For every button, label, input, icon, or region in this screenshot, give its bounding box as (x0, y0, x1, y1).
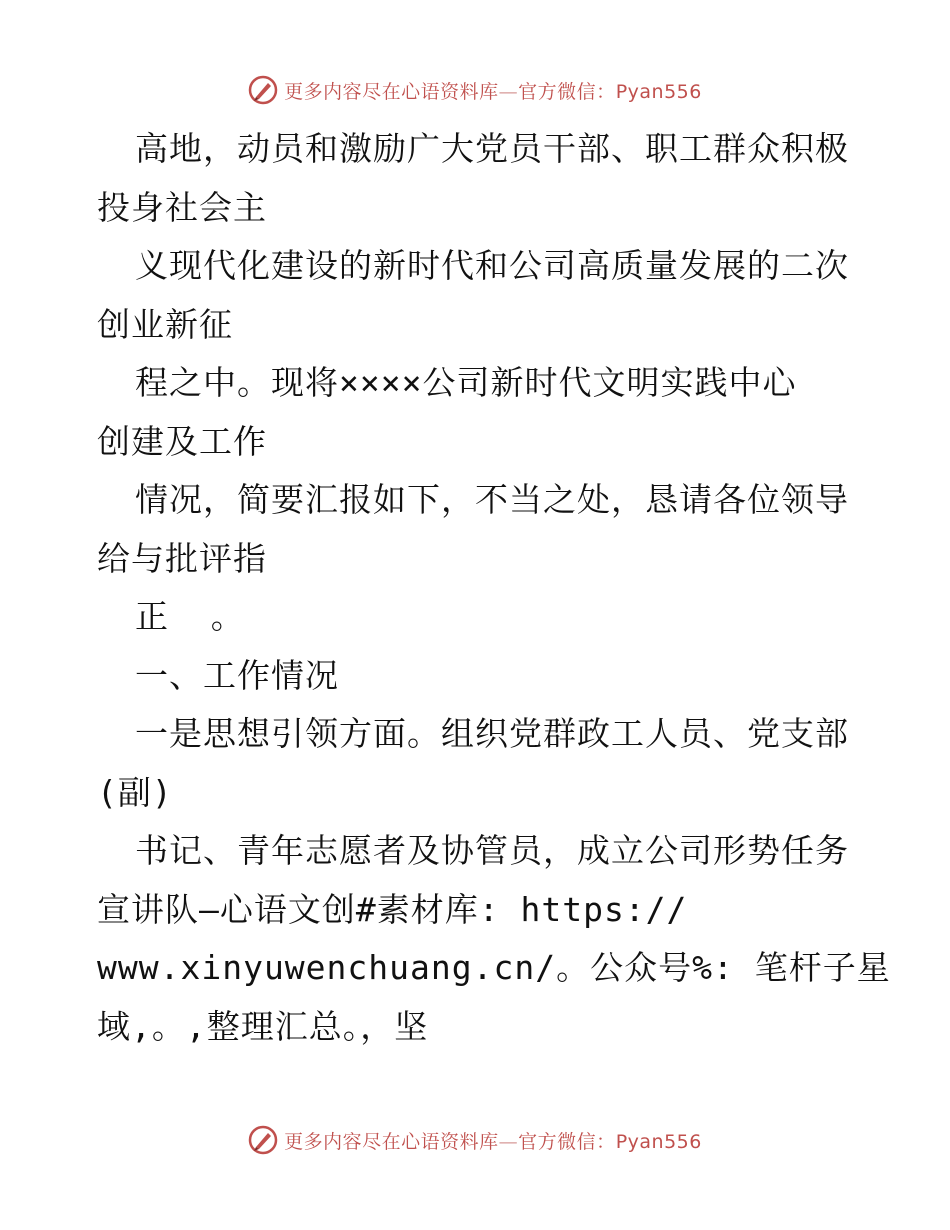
pen-logo-icon (248, 1125, 278, 1155)
text-line: 宣讲队—心语文创#素材库: https:// (97, 889, 688, 929)
section-heading: 一、工作情况 (135, 655, 339, 695)
text-line: 投身社会主 (97, 187, 267, 227)
footer-wechat-label: 官方微信： (518, 1130, 616, 1153)
header-wechat-label: 官方微信： (518, 80, 616, 103)
document-body (97, 120, 891, 1056)
text-line: 正 。 (135, 597, 245, 636)
text-line: 域,。,整理汇总。，坚 (97, 1006, 429, 1046)
header-wechat-id: Pyan556 (615, 80, 702, 103)
pen-logo-icon (248, 75, 278, 105)
text-line: 义现代化建设的新时代和公司高质量发展的二次 (135, 246, 849, 285)
text-line: 给与批评指 (97, 538, 267, 578)
header-banner (0, 70, 950, 110)
header-separator: — (498, 80, 519, 103)
text-line: 情况，简要汇报如下，不当之处，恳请各位领导 (135, 480, 849, 519)
footer-separator: — (498, 1130, 519, 1153)
text-line: 创业新征 (97, 304, 233, 344)
header-banner-text (284, 77, 702, 104)
text-line: 书记、青年志愿者及协管员，成立公司形势任务 (135, 831, 849, 870)
text-line: 程之中。现将××××公司新时代文明实践中心 (135, 363, 797, 402)
text-line: www.xinyuwenchuang.cn/。公众号%: 笔杆子星 (97, 948, 891, 987)
text-line: (副) (97, 772, 173, 812)
footer-site-name: 更多内容尽在心语资料库 (284, 1130, 499, 1153)
header-site-name: 更多内容尽在心语资料库 (284, 80, 499, 103)
footer-wechat-id: Pyan556 (615, 1130, 702, 1153)
footer-banner-text (284, 1127, 702, 1154)
text-line: 高地，动员和激励广大党员干部、职工群众积极 (135, 129, 849, 168)
text-line: 一是思想引领方面。组织党群政工人员、党支部 (135, 714, 849, 753)
text-line: 创建及工作 (97, 421, 267, 461)
footer-banner (0, 1120, 950, 1160)
